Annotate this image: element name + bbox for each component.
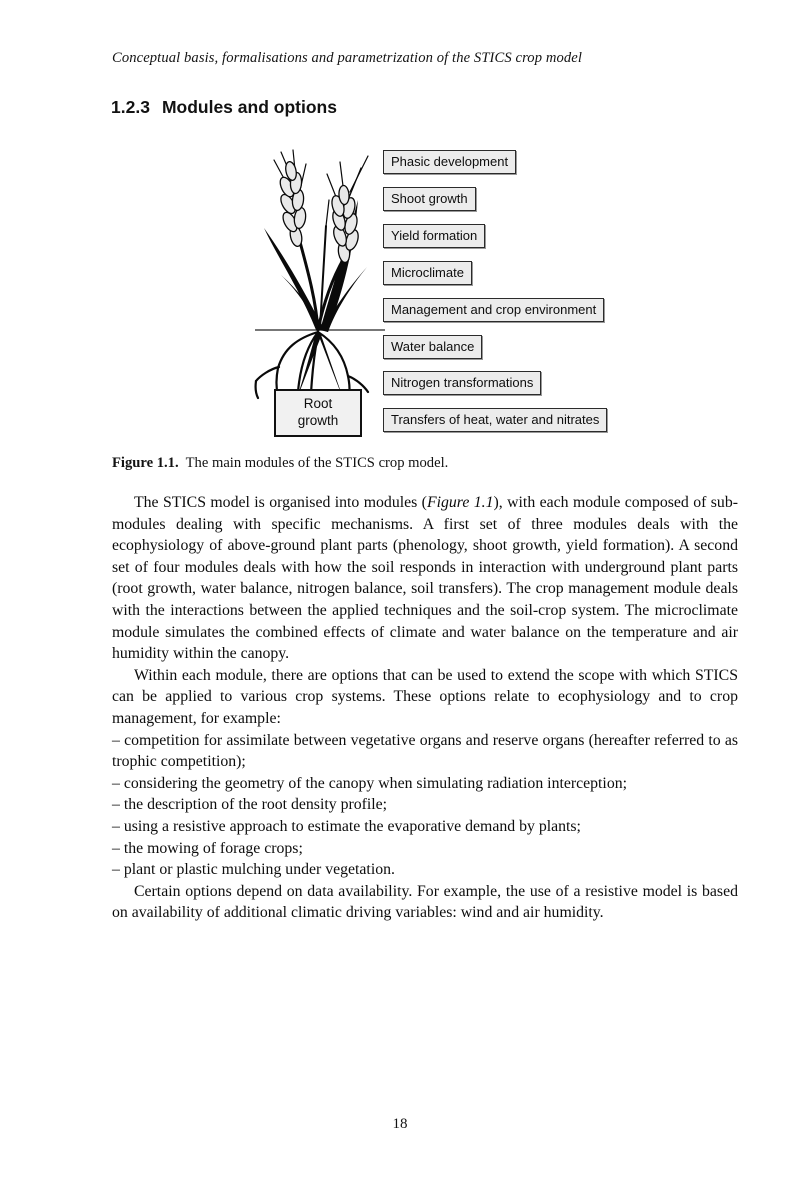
figure-1-1 (0, 0, 800, 471)
body-text (112, 492, 738, 924)
module-box-phasic-development: Phasic development (383, 150, 516, 174)
section-title: Modules and options (161, 97, 337, 117)
option-list-item: – using a resistive approach to estimate the evaporative demand by plants; (112, 817, 581, 835)
option-list-item: – plant or plastic mulching under vegetation. (112, 861, 395, 879)
option-list-item: – considering the geometry of the canopy when simulating radiation interception; (112, 774, 628, 792)
option-list-item: – the description of the root density profile; (112, 796, 388, 814)
section-number: 1.2.3 (111, 97, 150, 117)
module-box-nitrogen-transformations: Nitrogen transformations (383, 371, 541, 395)
paragraph-3: Certain options depend on data availability. For example, the use of a resistive model is based on availability of additional climatic driving variables: wind and air humidity. (112, 882, 738, 922)
paragraph-2: Within each module, there are options that can be used to extend the scope with which STICS can be applied to various crop systems. These options relate to ecophysiology and to crop management, for example: (112, 666, 738, 727)
figure-caption (112, 455, 752, 472)
module-box-microclimate: Microclimate (383, 261, 472, 285)
page-number: 18 (392, 1116, 408, 1132)
running-head: Conceptual basis, formalisations and parametrization of the STICS crop model (112, 50, 583, 66)
option-list-item: – competition for assimilate between vegetative organs and reserve organs (hereafter referred to as trophic competition); (112, 731, 738, 771)
module-box-management-crop-environment: Management and crop environment (383, 298, 604, 322)
figure-caption-text: The main modules of the STICS crop model. (185, 455, 449, 471)
root-box-line2: growth (297, 413, 339, 428)
paragraph-1-after: ), with each module composed of sub-modules dealing with specific mechanisms. A first set of three modules deals with the ecophysiology of above-ground plant parts (phenology, shoot growth, yield formation). A second set of four modules deals with how the soil responds in interaction with underground plant parts (root growth, water balance, nitrogen balance, soil transfers). The crop management module deals with the interactions between the applied techniques and the soil-crop system. The microclimate module simulates the combined effects of climate and water balance on the temperature and air humidity within the canopy. (112, 494, 738, 663)
module-box-water-balance: Water balance (383, 335, 482, 359)
paragraph-1 (112, 492, 738, 665)
module-box-yield-formation: Yield formation (383, 224, 485, 248)
paragraph-1-before: The STICS model is organised into modules ( (134, 494, 427, 511)
option-list-item: – the mowing of forage crops; (112, 839, 303, 857)
figure-reference: Figure 1.1 (426, 494, 494, 511)
module-box-transfers-heat-water-nitrates: Transfers of heat, water and nitrates (383, 408, 607, 432)
figure-caption-label: Figure 1.1. (112, 455, 179, 471)
module-box-shoot-growth: Shoot growth (383, 187, 476, 211)
root-box-line1: Root (303, 396, 333, 412)
module-box-root-growth (274, 389, 362, 437)
